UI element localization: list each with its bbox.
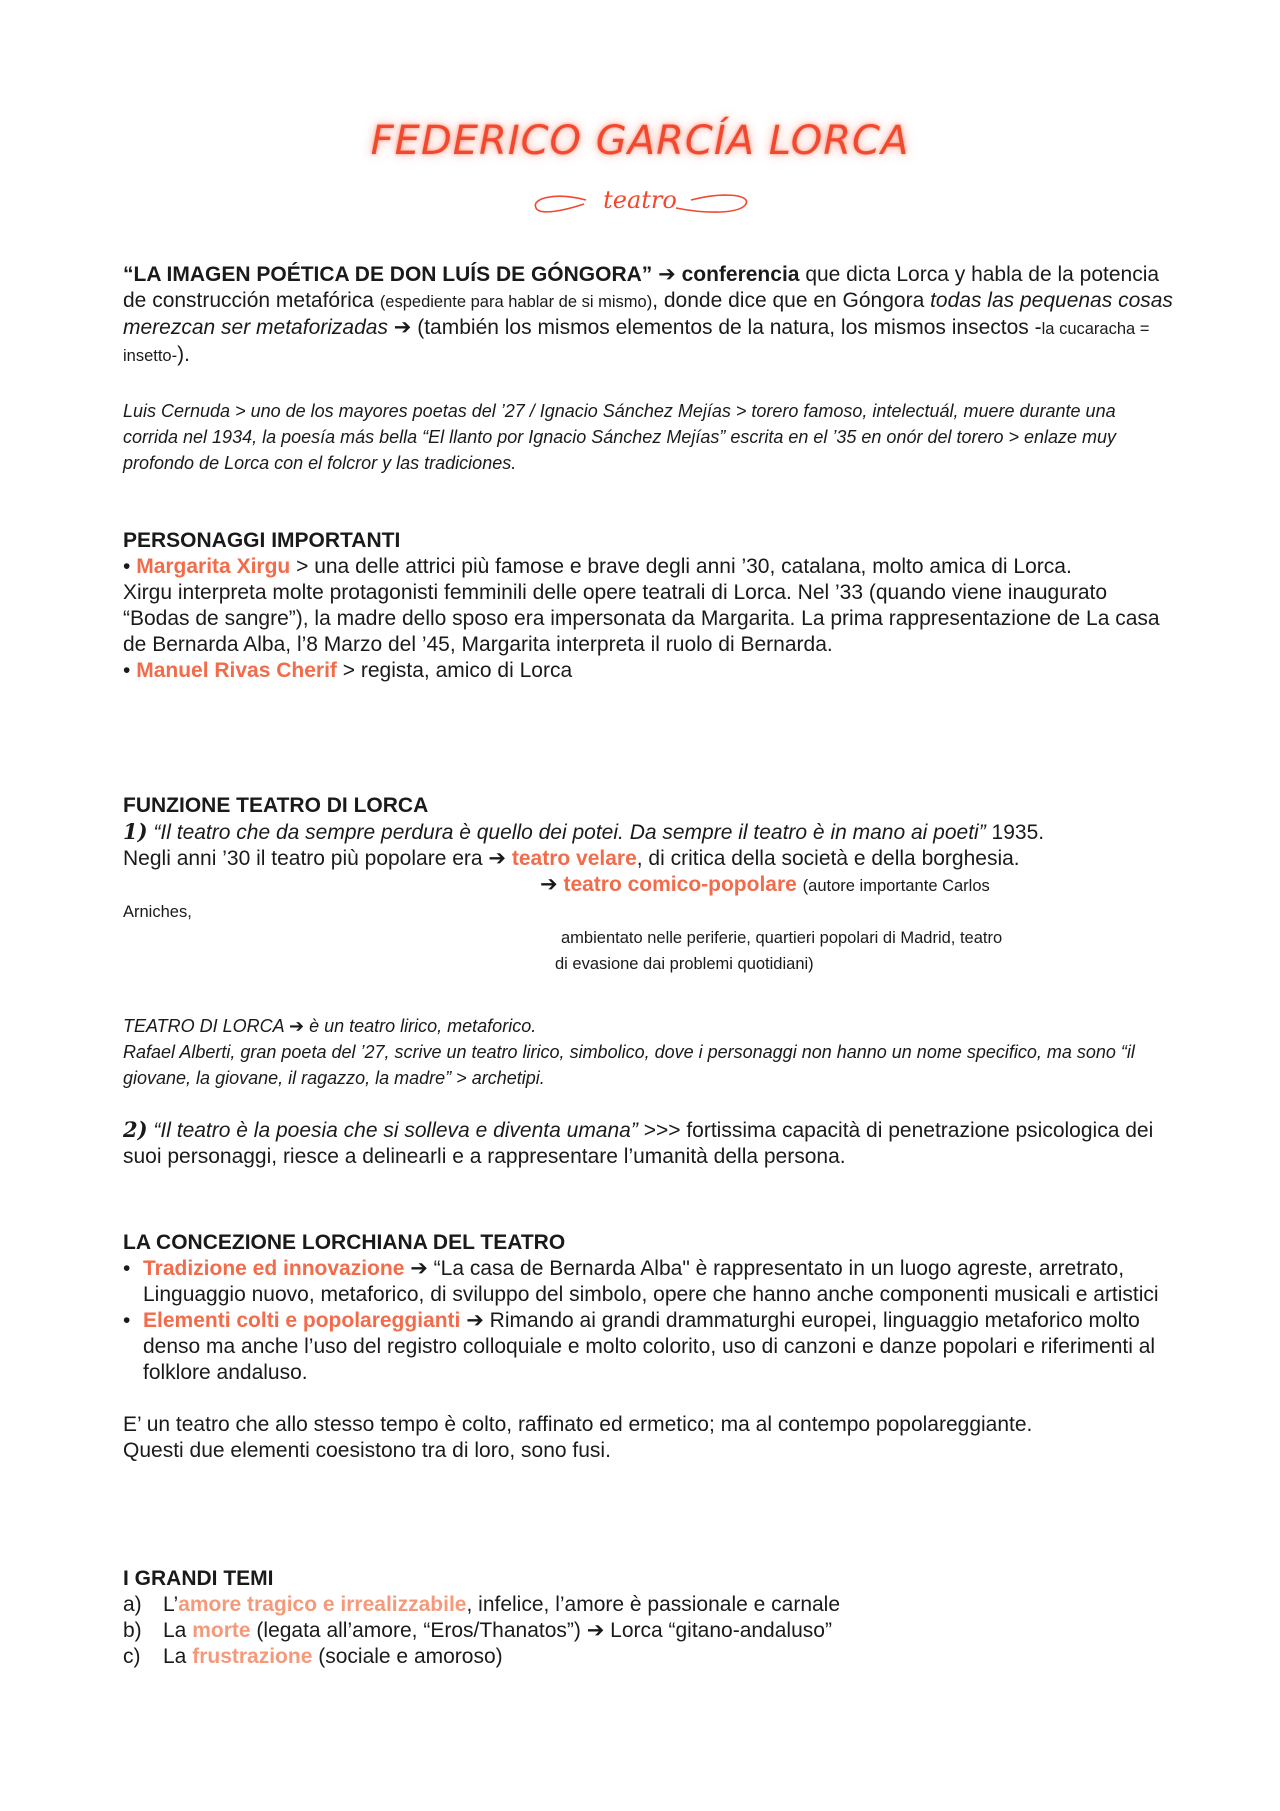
text: , infelice, l’amore è passionale e carnale xyxy=(466,1593,841,1616)
intro-text-2: , donde dice que en Góngora xyxy=(652,289,925,312)
text: , di critica della società e della borghesia. xyxy=(636,847,1020,870)
highlight-term: Tradizione ed innovazione xyxy=(143,1257,405,1280)
list-item xyxy=(123,1592,1173,1618)
intro-small-1: (espediente para hablar de si mismo) xyxy=(379,293,653,311)
note-text: Rafael Alberti, gran poeta del ’27, scrive un teatro lirico, simbolico, dove i personaggi non hanno un nome specifico, ma sono “il giovane, la giovane, il ragazzo, la madre” > archetipi. xyxy=(123,1042,1135,1088)
text: La xyxy=(163,1645,187,1668)
person-name: Margarita Xirgu xyxy=(136,555,291,578)
section-heading: I GRANDI TEMI xyxy=(123,1567,274,1590)
highlight-term: morte xyxy=(192,1619,251,1642)
subtitle-area xyxy=(0,180,1280,220)
quote-year: 1935. xyxy=(991,821,1045,844)
paragraph: Questi due elementi coesistono tra di loro, sono fusi. xyxy=(123,1439,611,1462)
bullet: • xyxy=(123,659,131,682)
conferencia-word: conferencia xyxy=(681,263,800,286)
person-desc: > regista, amico di Lorca xyxy=(342,659,573,682)
small-note: Arniches, xyxy=(123,903,192,921)
gongora-title: “LA IMAGEN POÉTICA DE DON LUÍS DE GÓNGORA” ➔ xyxy=(123,263,676,286)
text: La xyxy=(163,1619,187,1642)
section-heading: PERSONAGGI IMPORTANTI xyxy=(123,529,401,552)
page-subtitle: teatro xyxy=(603,186,677,214)
note-cernuda xyxy=(123,398,1173,476)
bullet: • xyxy=(123,1257,131,1280)
person-desc: > una delle attrici più famose e brave degli anni ’30, catalana, molto amica di Lorca. xyxy=(296,555,1072,578)
bullet-item xyxy=(123,1308,1173,1386)
intro-paragraph xyxy=(123,262,1173,369)
highlight-term: Elementi colti e popolareggianti xyxy=(143,1309,461,1332)
intro-text-4: ). xyxy=(177,343,190,366)
intro-text-3: ➔ (también los mismos elementos de la natura, los mismos insectos - xyxy=(393,316,1042,339)
section-heading: FUNZIONE TEATRO DI LORCA xyxy=(123,794,429,817)
list-marker: c) xyxy=(123,1645,141,1668)
quote: “Il teatro è la poesia che si solleva e diventa umana” xyxy=(153,1119,638,1142)
text: >>> fortissima capacità di penetrazione psicologica dei suoi personaggi, riesce a delinearli e a rappresentare l’umanità della persona. xyxy=(123,1119,1154,1168)
quote: “Il teatro che da sempre perdura è quello dei potei. Da sempre il teatro è in mano ai poeti” xyxy=(153,821,986,844)
text: L’ xyxy=(163,1593,179,1616)
small-note: (autore importante Carlos xyxy=(802,877,990,895)
small-note: ambientato nelle periferie, quartieri popolari di Madrid, teatro xyxy=(561,929,1003,947)
note-text: TEATRO DI LORCA ➔ è un teatro lirico, metaforico. xyxy=(123,1016,537,1036)
intro-small-2: la cucaracha = insetto- xyxy=(123,320,1150,365)
intro-italic: todas las pequenas cosas merezcan ser metaforizadas xyxy=(123,289,1173,339)
item-number: 1) xyxy=(123,819,148,844)
intro-text-1: que dicta Lorca y habla de la potencia de construcción metafórica xyxy=(123,263,1160,312)
item-number: 2) xyxy=(123,1117,148,1142)
section-funzione xyxy=(123,793,1173,977)
bullet: • xyxy=(123,555,131,578)
section-temi xyxy=(123,1566,1173,1670)
section-heading: LA CONCEZIONE LORCHIANA DEL TEATRO xyxy=(123,1231,566,1254)
section-personaggi xyxy=(123,528,1173,684)
bullet-text: ➔ “La casa de Bernarda Alba" è rappresentato in un luogo agreste, arretrato, Linguaggio nuovo, metaforico, di sviluppo del simbolo, opere che hanno anche componenti musicali e artistici xyxy=(143,1257,1159,1306)
highlight-term: amore tragico e irrealizzabile xyxy=(178,1593,467,1616)
list-item xyxy=(123,1618,1173,1644)
note-teatro-lorca xyxy=(123,1013,1173,1091)
highlight-term: frustrazione xyxy=(192,1645,313,1668)
highlight-term: teatro comico-popolare xyxy=(563,873,797,896)
bullet: • xyxy=(123,1309,131,1332)
bullet-text: ➔ Rimando ai grandi drammaturghi europei, linguaggio metaforico molto denso ma anche l’uso del registro colloquiale e molto colorito, uso di canzoni e danze popolari e riferimenti al folklore andaluso. xyxy=(143,1309,1156,1384)
page-title: FEDERICO GARCÍA LORCA xyxy=(370,118,910,164)
bullet-item xyxy=(123,1256,1173,1308)
list-item xyxy=(123,1644,1173,1670)
highlight-term: teatro velare xyxy=(511,847,637,870)
text: (legata all’amore, “Eros/Thanatos”) ➔ Lorca “gitano-andaluso” xyxy=(256,1619,832,1642)
quote-2 xyxy=(123,1117,1173,1170)
list-marker: b) xyxy=(123,1619,142,1642)
list-marker: a) xyxy=(123,1593,142,1616)
section-concezione xyxy=(123,1230,1173,1464)
person-detail: Xirgu interpreta molte protagonisti femminili delle opere teatrali di Lorca. Nel ’33 (quando viene inaugurato “Bodas de sangre”), la madre dello sposo era impersonata da Margarita. La prima rappresentazione de La casa de Bernarda Alba, l’8 Marzo del ’45, Margarita interpreta il ruolo di Bernarda. xyxy=(123,581,1160,656)
person-name: Manuel Rivas Cherif xyxy=(136,659,337,682)
paragraph: E’ un teatro che allo stesso tempo è colto, raffinato ed ermetico; ma al contempo popolareggiante. xyxy=(123,1413,1033,1436)
arrow-icon: ➔ xyxy=(540,873,558,896)
small-note: di evasione dai problemi quotidiani) xyxy=(555,955,814,973)
note-text: Luis Cernuda > uno de los mayores poetas del ’27 / Ignacio Sánchez Mejías > torero famoso, intelectuál, muere durante una corrida nel 1934, la poesía más bella “El llanto por Ignacio Sánchez Mejías” escrita en el ’35 en onór del torero > enlaze muy profondo de Lorca con el folcror y las tradiciones. xyxy=(123,401,1117,473)
text: Negli anni ’30 il teatro più popolare era ➔ xyxy=(123,847,506,870)
title-area xyxy=(0,118,1280,164)
text: (sociale e amoroso) xyxy=(318,1645,503,1668)
